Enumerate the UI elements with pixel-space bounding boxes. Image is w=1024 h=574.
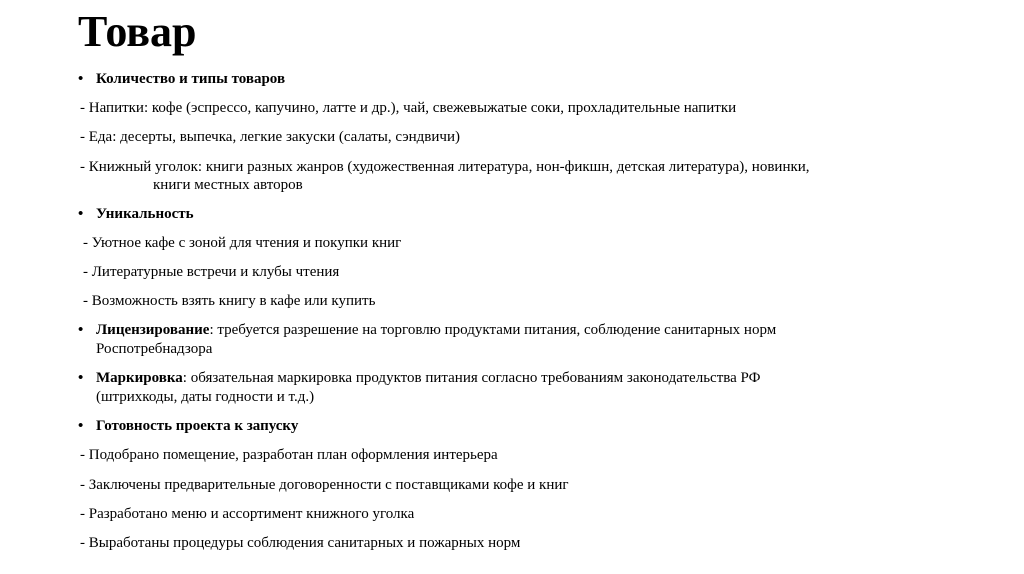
list-item-take-book: - Возможность взять книгу в кафе или купить [83, 293, 376, 309]
bullet-icon: • [78, 322, 84, 338]
list-item-agreements: - Заключены предварительные договоренности с поставщиками кофе и книг [80, 477, 569, 493]
marking-text-cont: (штрихкоды, даты годности и т.д.) [96, 389, 315, 405]
list-item-food: - Еда: десерты, выпечка, легкие закуски (салаты, сэндвичи) [80, 129, 460, 145]
licensing-text: : требуется разрешение на торговлю продуктами питания, соблюдение санитарных норм [209, 322, 777, 338]
section-heading-licensing: Лицензирование [96, 322, 210, 338]
marking-text: : обязательная маркировка продуктов питания согласно требованиям законодательства РФ [182, 370, 761, 386]
list-item-procedures: - Выработаны процедуры соблюдения санитарных и пожарных норм [80, 535, 521, 551]
list-item-premises: - Подобрано помещение, разработан план оформления интерьера [80, 447, 498, 463]
section-heading-marking: Маркировка [96, 370, 183, 386]
list-item-book-corner: - Книжный уголок: книги разных жанров (художественная литература, нон-фикшн, детская литература), новинки, [80, 159, 810, 175]
bullet-icon: • [78, 71, 84, 87]
licensing-text-cont: Роспотребнадзора [96, 341, 213, 357]
list-item-literary-meetings: - Литературные встречи и клубы чтения [83, 264, 340, 280]
list-item-menu: - Разработано меню и ассортимент книжного уголка [80, 506, 415, 522]
list-item-book-corner-cont: книги местных авторов [153, 177, 303, 193]
bullet-icon: • [78, 418, 84, 434]
bullet-icon: • [78, 370, 84, 386]
licensing-line [96, 321, 776, 340]
section-heading-readiness: Готовность проекта к запуску [96, 418, 299, 434]
bullet-icon: • [78, 206, 84, 222]
section-heading-uniqueness: Уникальность [96, 206, 194, 222]
marking-line [96, 369, 760, 388]
section-heading-quantity-types: Количество и типы товаров [96, 71, 286, 87]
slide-title: Товар [78, 7, 197, 56]
list-item-cozy-cafe: - Уютное кафе с зоной для чтения и покупки книг [83, 235, 402, 251]
list-item-drinks: - Напитки: кофе (эспрессо, капучино, латте и др.), чай, свежевыжатые соки, прохладительные напитки [80, 100, 737, 116]
